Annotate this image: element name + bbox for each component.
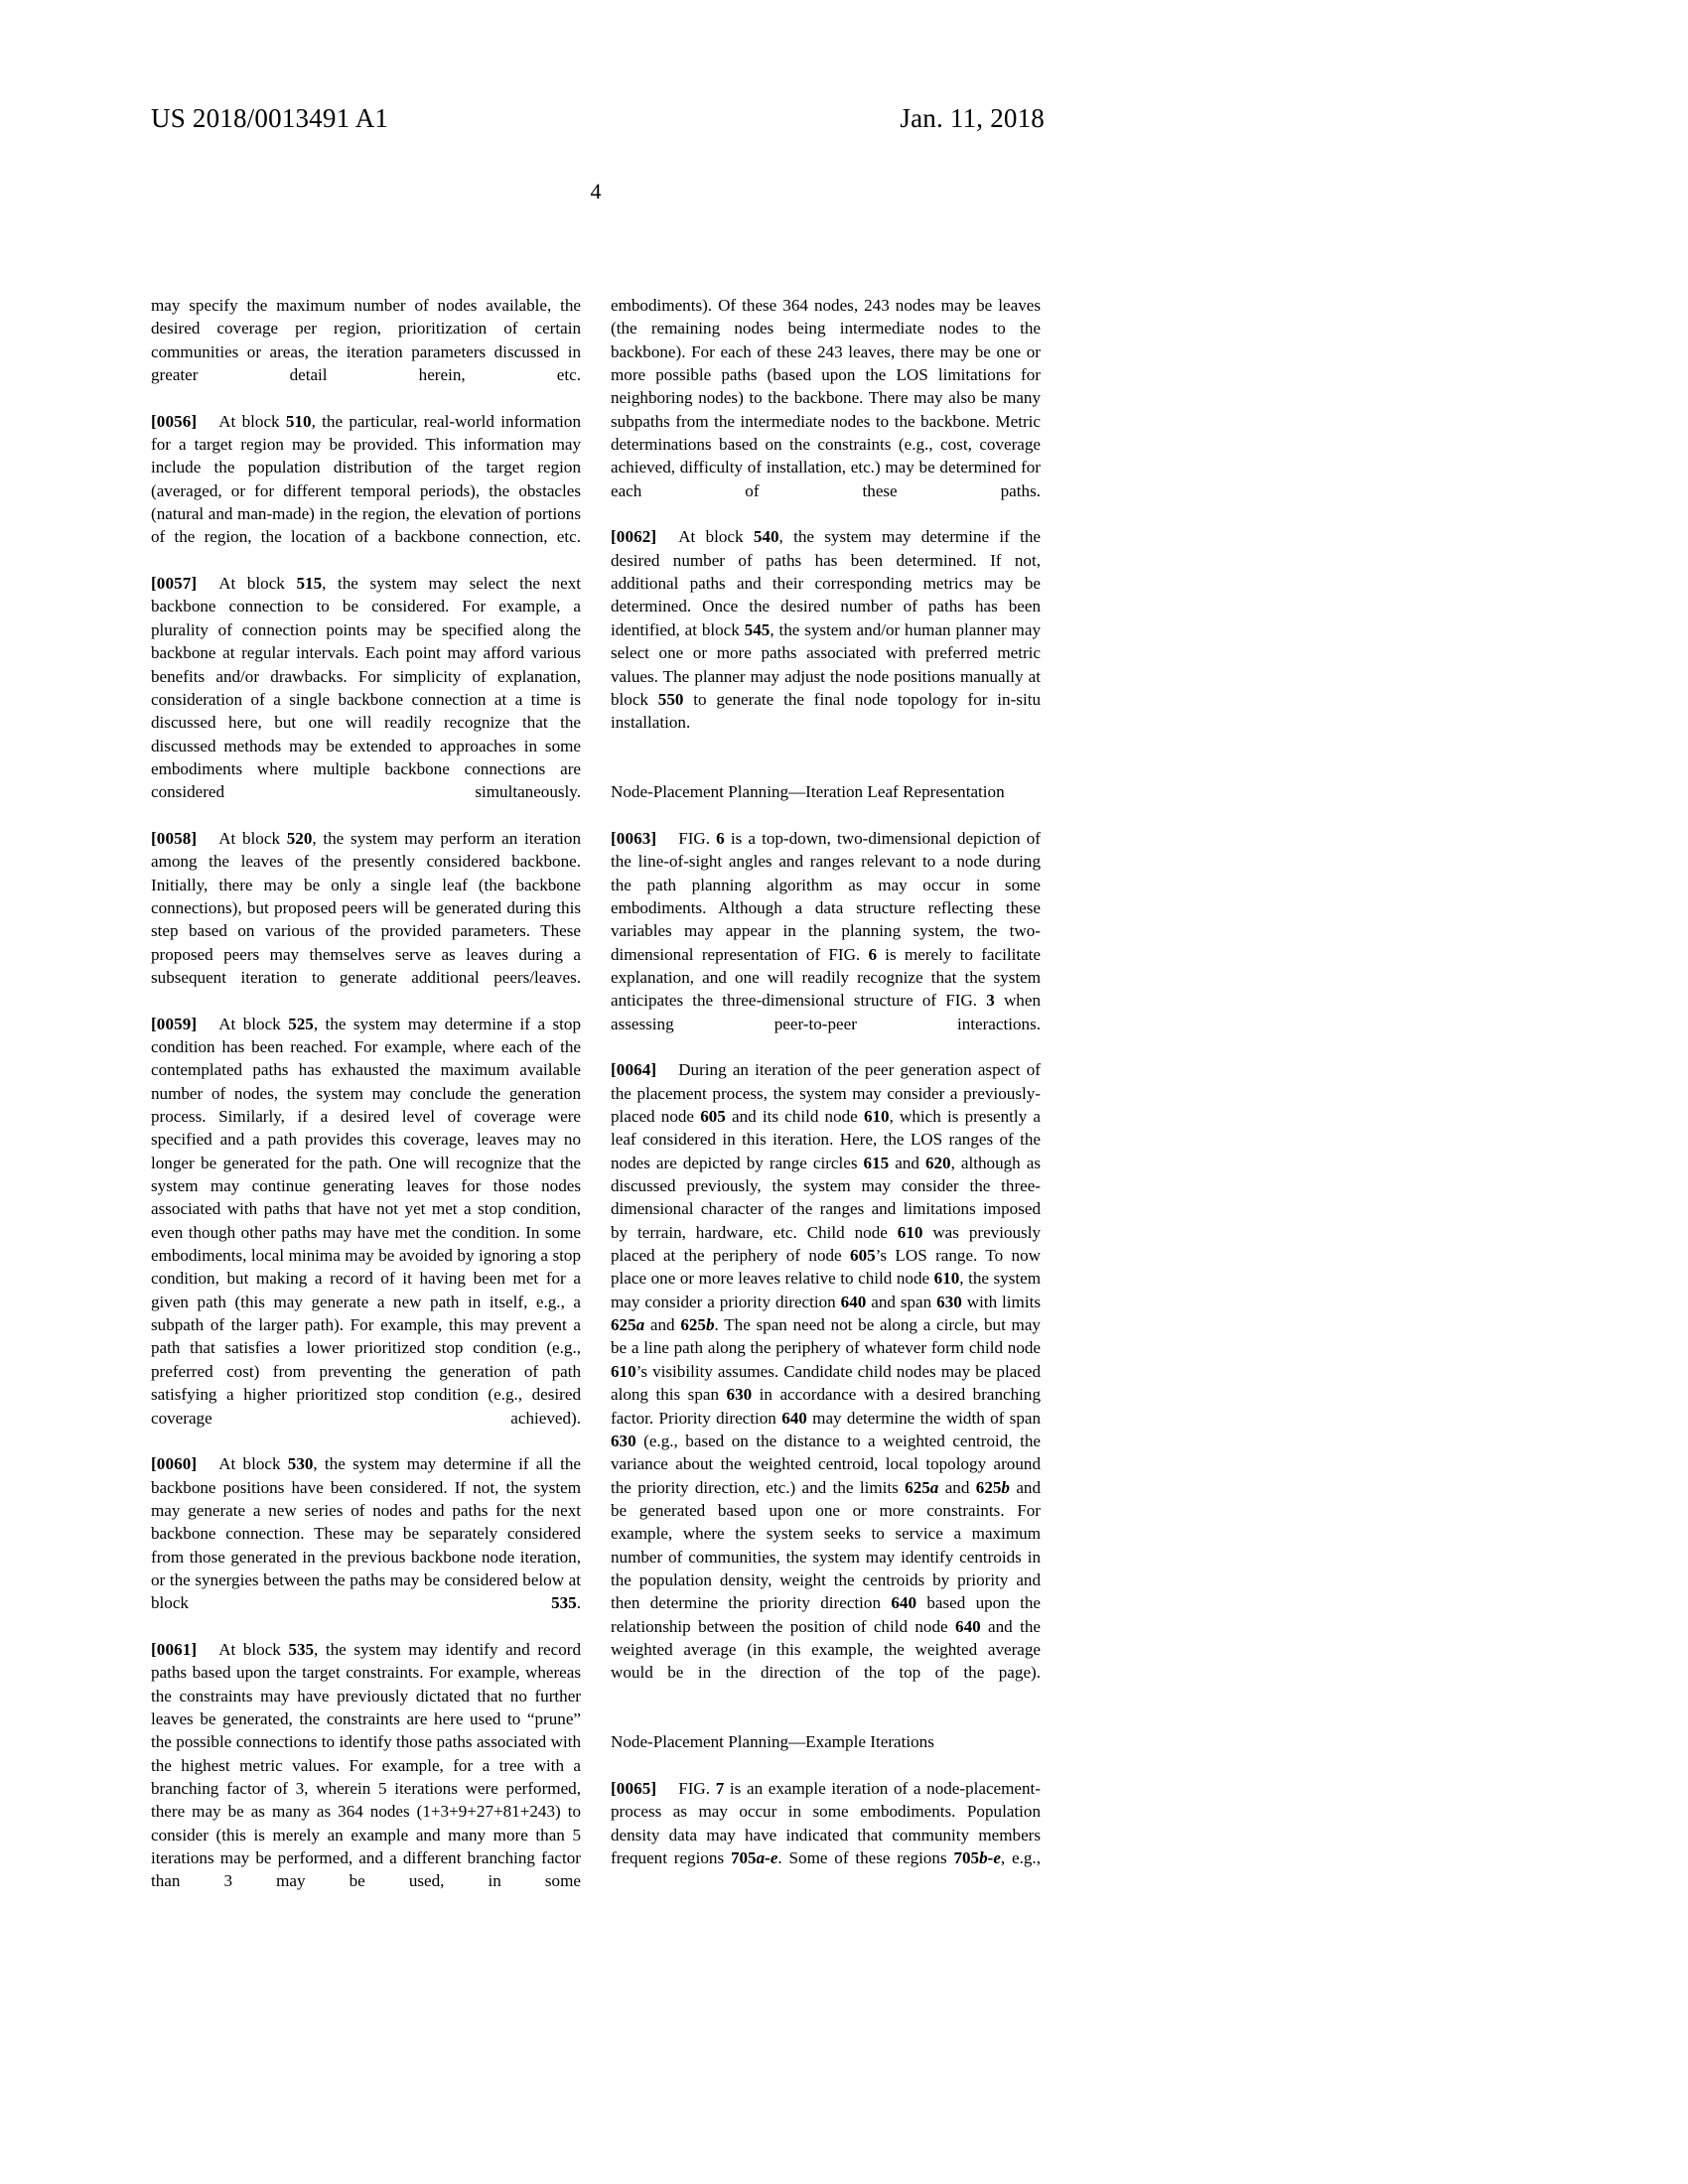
- reference-numeral: 640: [955, 1616, 981, 1636]
- reference-numeral: 510: [285, 411, 312, 431]
- reference-numeral: 6: [716, 828, 725, 848]
- reference-numeral: 535: [551, 1593, 577, 1613]
- reference-numeral: 605: [700, 1107, 726, 1127]
- reference-numeral: 625b: [680, 1315, 715, 1335]
- reference-numeral: 610: [897, 1222, 923, 1242]
- numbered-paragraph: [0061] At block 535, the system may identify and record paths based upon the target constraints. For example, whereas the constraints may have previously dictated that no further leaves be generated, the constraints are here used to “prune” the possible connections to identify those paths associated with the highest metric values. For example, for a tree with a branching factor of 3, wherein 5 iterations were performed, there may be as many as 364 nodes (1+3+9+27+81+243) to consider (this is merely an example and many more than 5 iterations may be performed, and a different branching factor than 3 may be used, in some: [151, 1639, 581, 1891]
- reference-numeral: 625b: [975, 1477, 1010, 1497]
- publication-date: Jan. 11, 2018: [900, 103, 1045, 133]
- reference-numeral: 640: [840, 1292, 867, 1311]
- reference-numeral: 630: [726, 1385, 753, 1405]
- numbered-paragraph: [0065] FIG. 7 is an example iteration of a node-placement-process as may occur in some embodiments. Population density data may have indicated that community members frequent regions 705a-e. Some of these regions 705b-e, e.g.,: [611, 1779, 1041, 1868]
- reference-numeral: 610: [611, 1361, 636, 1381]
- reference-numeral: 515: [296, 574, 323, 594]
- section-heading: Node-Placement Planning—Iteration Leaf Representation: [611, 782, 1005, 802]
- paragraph-number: [0058]: [151, 828, 198, 848]
- reference-numeral: 535: [288, 1639, 315, 1659]
- reference-numeral: 640: [781, 1408, 807, 1428]
- continued-paragraph: embodiments). Of these 364 nodes, 243 nodes may be leaves (the remaining nodes being intermediate nodes to the backbone). For each of these 243 leaves, there may be one or more possible paths (based upon the LOS limitations for neighboring nodes) to the backbone. There may also be many subpaths from the intermediate nodes to the backbone. Metric determinations based on the constraints (e.g., cost, coverage achieved, difficulty of installation, etc.) may be determined for each of these paths.: [611, 296, 1041, 500]
- numbered-paragraph: [0058] At block 520, the system may perform an iteration among the leaves of the presently considered backbone. Initially, there may be only a single leaf (the backbone connections), but proposed peers will be generated during this step based on various of the provided parameters. These proposed peers may themselves serve as leaves during a subsequent iteration to generate additional peers/leaves.: [151, 828, 581, 987]
- paragraph-number: [0064]: [611, 1060, 657, 1080]
- reference-numeral: 545: [744, 619, 771, 639]
- paragraph-number: [0063]: [611, 828, 657, 848]
- reference-numeral: 3: [986, 991, 995, 1011]
- reference-numeral: 520: [286, 828, 313, 848]
- reference-numeral: 615: [863, 1153, 890, 1172]
- reference-numeral: 610: [933, 1269, 960, 1289]
- paragraph-number: [0062]: [611, 527, 657, 547]
- running-head: [151, 103, 1045, 134]
- reference-numeral: 705b-e: [953, 1848, 1001, 1868]
- paragraph-number: [0060]: [151, 1454, 198, 1474]
- paragraph-number: [0057]: [151, 574, 198, 594]
- reference-numeral: 7: [715, 1779, 725, 1798]
- reference-numeral: 550: [657, 689, 684, 709]
- page-number: 4: [590, 179, 602, 204]
- numbered-paragraph: [0063] FIG. 6 is a top-down, two-dimensional depiction of the line-of-sight angles and ranges relevant to a node during the path planning algorithm as may occur in some embodiments. Although a data structure reflecting these variables may appear in the planning system, the two-dimensional representation of FIG. 6 is merely to facilitate explanation, and one will readily recognize that the system anticipates the three-dimensional structure of FIG. 3 when assessing peer-to-peer interactions.: [611, 828, 1041, 1033]
- reference-numeral: 620: [924, 1153, 951, 1172]
- paragraph-number: [0056]: [151, 411, 198, 431]
- numbered-paragraph: [0060] At block 530, the system may determine if all the backbone positions have been considered. If not, the system may generate a new series of nodes and paths for the next backbone connection. These may be separately considered from those generated in the previous backbone node iteration, or the synergies between the paths may be considered below at block 535.: [151, 1454, 581, 1613]
- reference-numeral: 625a: [611, 1315, 645, 1335]
- reference-numeral: 540: [753, 527, 779, 547]
- numbered-paragraph: [0056] At block 510, the particular, real-world information for a target region may be provided. This information may include the population distribution of the target region (averaged, or for different temporal periods), the obstacles (natural and man-made) in the region, the elevation of portions of the region, the location of a backbone connection, etc.: [151, 411, 581, 547]
- reference-numeral: 530: [287, 1454, 314, 1474]
- left-column: [151, 294, 581, 2101]
- paragraph-number: [0059]: [151, 1014, 198, 1033]
- reference-numeral: 630: [611, 1431, 636, 1450]
- body-columns: [151, 294, 1041, 2101]
- publication-number: US 2018/0013491 A1: [151, 103, 389, 133]
- continued-paragraph: may specify the maximum number of nodes available, the desired coverage per region, prioritization of certain communities or areas, the iteration parameters discussed in greater detail herein, etc.: [151, 296, 581, 385]
- paragraph-number: [0065]: [611, 1779, 657, 1798]
- reference-numeral: 525: [288, 1014, 314, 1033]
- reference-numeral: 705a-e: [730, 1848, 778, 1868]
- reference-numeral: 630: [936, 1292, 962, 1311]
- reference-numeral: 625a: [905, 1477, 939, 1497]
- numbered-paragraph: [0059] At block 525, the system may determine if a stop condition has been reached. For example, where each of the contemplated paths has exhausted the maximum available number of nodes, the system may conclude the generation process. Similarly, if a desired level of coverage were specified and a path provides this coverage, leaves may no longer be generated for the path. One will recognize that the system may continue generating leaves for those nodes associated with paths that have not yet met a stop condition, even though other paths may have met the condition. In some embodiments, local minima may be avoided by ignoring a stop condition, but making a record of it having been met for a given path (this may generate a new path in itself, e.g., a subpath of the larger path). For example, this may prevent a path that satisfies a lower prioritized stop condition (e.g., preferred cost) from preventing the generation of path satisfying a higher prioritized stop condition (e.g., desired coverage achieved).: [151, 1014, 581, 1428]
- reference-numeral: 6: [868, 944, 878, 964]
- reference-numeral: 605: [850, 1246, 876, 1266]
- reference-numeral: 610: [863, 1107, 890, 1127]
- paragraph-number: [0061]: [151, 1639, 198, 1659]
- reference-numeral: 640: [891, 1593, 916, 1613]
- section-heading: Node-Placement Planning—Example Iterations: [611, 1732, 934, 1752]
- right-column: [611, 294, 1041, 2101]
- numbered-paragraph: [0062] At block 540, the system may determine if the desired number of paths has been determined. If not, additional paths and their corresponding metrics may be determined. Once the desired number of paths has been identified, at block 545, the system and/or human planner may select one or more paths associated with preferred metric values. The planner may adjust the node positions manually at block 550 to generate the final node topology for in-situ installation.: [611, 527, 1041, 733]
- numbered-paragraph: [0064] During an iteration of the peer generation aspect of the placement process, the system may consider a previously-placed node 605 and its child node 610, which is presently a leaf considered in this iteration. Here, the LOS ranges of the nodes are depicted by range circles 615 and 620, although as discussed previously, the system may consider the three-dimensional character of the ranges and limitations imposed by terrain, hardware, etc. Child node 610 was previously placed at the periphery of node 605’s LOS range. To now place one or more leaves relative to child node 610, the system may consider a priority direction 640 and span 630 with limits 625a and 625b. The span need not be along a circle, but may be a line path along the periphery of whatever form child node 610’s visibility assumes. Candidate child nodes may be placed along this span 630 in accordance with a desired branching factor. Priority direction 640 may determine the width of span 630 (e.g., based on the distance to a weighted centroid, the variance about the weighted centroid, local topology around the priority direction, etc.) and the limits 625a and 625b and be generated based upon one or more constraints. For example, where the system seeks to service a maximum number of communities, the system may identify centroids in the population density, weight the centroids by priority and then determine the priority direction 640 based upon the relationship between the position of child node 640 and the weighted average (in this example, the weighted average would be in the direction of the top of the page).: [611, 1060, 1042, 1683]
- numbered-paragraph: [0057] At block 515, the system may select the next backbone connection to be considered. For example, a plurality of connection points may be specified along the backbone at regular intervals. Each point may afford various benefits and/or drawbacks. For simplicity of explanation, consideration of a single backbone connection at a time is discussed here, but one will readily recognize that the discussed methods may be extended to approaches in some embodiments where multiple backbone connections are considered simultaneously.: [151, 574, 581, 802]
